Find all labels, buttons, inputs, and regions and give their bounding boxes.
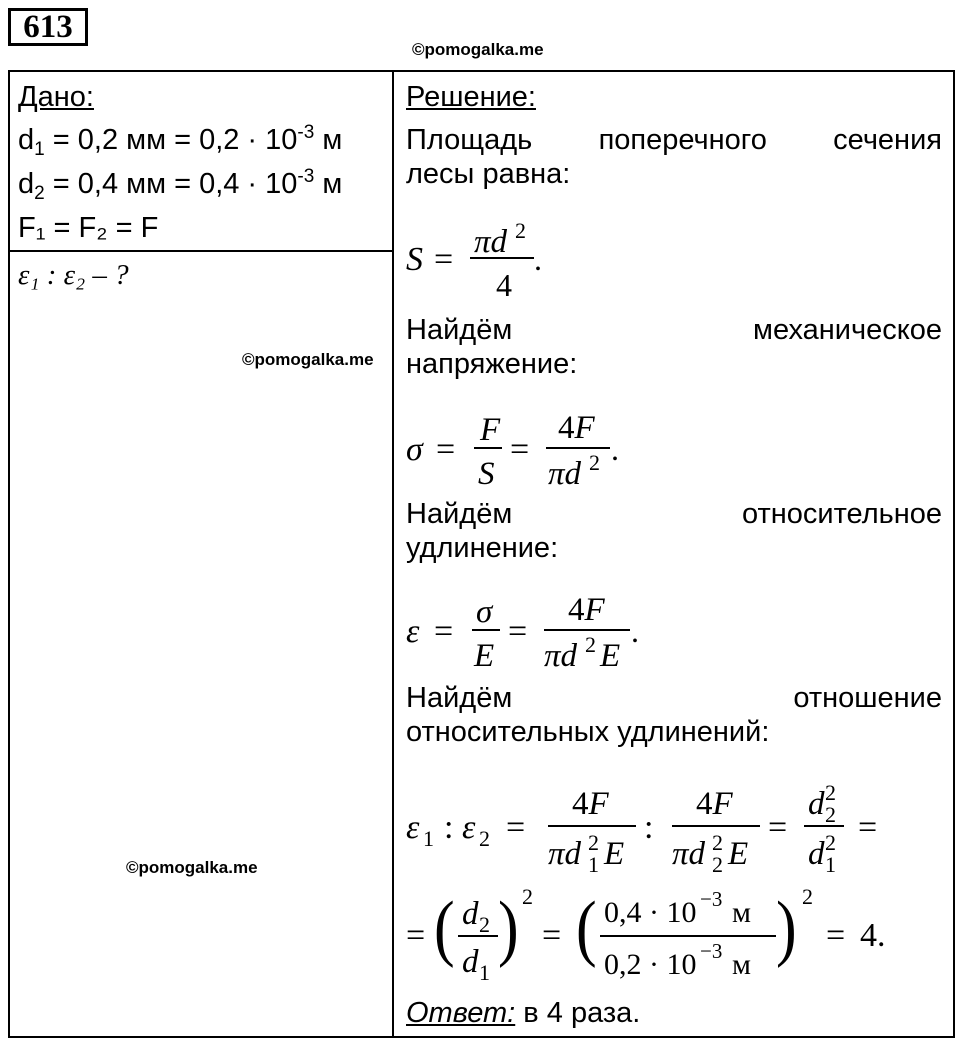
answer-text: в 4 раза.	[515, 997, 641, 1029]
svg-text:=: =	[508, 613, 528, 650]
svg-text:2: 2	[825, 780, 836, 805]
svg-text:d: d	[462, 944, 479, 980]
svg-text:=: =	[510, 431, 530, 468]
svg-text:E: E	[600, 638, 621, 674]
svg-text:2: 2	[585, 632, 596, 657]
svg-text:2: 2	[479, 912, 490, 937]
solution-heading: Решение:	[406, 81, 536, 113]
paragraph-strain: Найдём относительное удлинение:	[406, 498, 942, 564]
svg-text:м: м	[732, 948, 751, 981]
paragraph-ratio: Найдём отношение относительных удлинений:	[406, 682, 942, 748]
svg-text::: :	[444, 809, 454, 846]
watermark-middle: ©pomogalka.me	[242, 350, 374, 369]
given-heading: Дано:	[18, 81, 94, 113]
svg-text:d: d	[808, 786, 825, 822]
svg-text:2: 2	[479, 826, 490, 851]
svg-text:4F: 4F	[558, 410, 595, 446]
given-forces: F₁ = F₂ = F	[18, 212, 159, 244]
watermark-top: ©pomogalka.me	[412, 40, 544, 59]
given-d1: $d_1 = 0,2$ мм = $0,2 \cdot 10^{-3}$ м	[18, 122, 343, 160]
svg-text:ε: ε	[406, 613, 420, 650]
svg-text:πd: πd	[544, 638, 578, 674]
formula-area	[404, 214, 564, 313]
watermark-bottom: ©pomogalka.me	[126, 858, 258, 877]
answer-label: Ответ:	[406, 997, 516, 1029]
svg-text:2: 2	[825, 802, 836, 827]
svg-text:2: 2	[588, 830, 599, 855]
svg-text:E: E	[474, 638, 495, 674]
svg-text:d: d	[808, 836, 825, 872]
svg-text:0,4 · 10: 0,4 · 10	[604, 896, 697, 929]
svg-text:2: 2	[825, 830, 836, 855]
formula-stress	[404, 398, 624, 503]
svg-text:=: =	[436, 431, 456, 468]
svg-text:−3: −3	[700, 939, 723, 963]
svg-text:4.: 4.	[860, 917, 886, 954]
svg-text:.: .	[534, 241, 542, 277]
svg-text:1: 1	[588, 852, 599, 877]
svg-text:d: d	[462, 896, 479, 932]
given-divider	[8, 250, 394, 252]
svg-text:ε: ε	[462, 809, 476, 846]
svg-text:.: .	[631, 613, 639, 649]
svg-text:2: 2	[515, 218, 526, 243]
svg-text:σ: σ	[406, 431, 423, 468]
svg-text:E: E	[604, 836, 625, 872]
svg-text:=: =	[434, 241, 454, 278]
svg-text:πd: πd	[474, 224, 508, 260]
svg-text:=: =	[406, 917, 426, 954]
svg-text:=: =	[506, 809, 526, 846]
given-d2: $d_2 = 0,4$ мм = $0,4 \cdot 10^{-3}$ м	[18, 166, 343, 204]
problem-number: 613	[8, 8, 88, 46]
svg-text:F: F	[480, 412, 501, 448]
formula-ratio	[404, 770, 904, 885]
paragraph-area: Площадь поперечного сечения лесы равна:	[406, 124, 942, 190]
svg-text:): )	[776, 885, 797, 969]
svg-text:S: S	[406, 241, 423, 278]
svg-text:πd: πd	[548, 456, 582, 492]
answer-line	[406, 996, 640, 1030]
svg-text:σ: σ	[476, 594, 493, 630]
svg-text:2: 2	[802, 884, 813, 909]
svg-text:πd: πd	[672, 836, 706, 872]
svg-text:E: E	[728, 836, 749, 872]
svg-text:4F: 4F	[572, 786, 609, 822]
svg-text:=: =	[542, 917, 562, 954]
svg-text:2: 2	[522, 884, 533, 909]
find-ratio: ε₁ : ε₂ – ?	[18, 259, 129, 291]
column-divider	[392, 70, 394, 1038]
svg-text::: :	[644, 809, 654, 846]
svg-text:2: 2	[712, 852, 723, 877]
svg-text:2: 2	[589, 450, 600, 475]
svg-text:4F: 4F	[568, 592, 605, 628]
svg-text:1: 1	[479, 960, 490, 985]
svg-text:.: .	[611, 431, 619, 467]
paragraph-stress: Найдём механическое напряжение:	[406, 314, 942, 380]
svg-text:1: 1	[423, 826, 434, 851]
svg-text:2: 2	[712, 830, 723, 855]
svg-text:): )	[498, 885, 519, 969]
svg-text:(: (	[576, 885, 597, 969]
svg-text:м: м	[732, 896, 751, 929]
svg-text:1: 1	[825, 852, 836, 877]
svg-text:=: =	[826, 917, 846, 954]
formula-result	[404, 880, 904, 995]
svg-text:4F: 4F	[696, 786, 733, 822]
svg-text:=: =	[768, 809, 788, 846]
formula-strain	[404, 580, 664, 685]
svg-text:=: =	[434, 613, 454, 650]
svg-text:0,2 · 10: 0,2 · 10	[604, 948, 697, 981]
svg-text:−3: −3	[700, 887, 723, 911]
svg-text:ε: ε	[406, 809, 420, 846]
svg-text:πd: πd	[548, 836, 582, 872]
svg-text:S: S	[478, 456, 495, 492]
svg-text:=: =	[858, 809, 878, 846]
svg-text:4: 4	[496, 267, 512, 303]
svg-text:(: (	[434, 885, 455, 969]
